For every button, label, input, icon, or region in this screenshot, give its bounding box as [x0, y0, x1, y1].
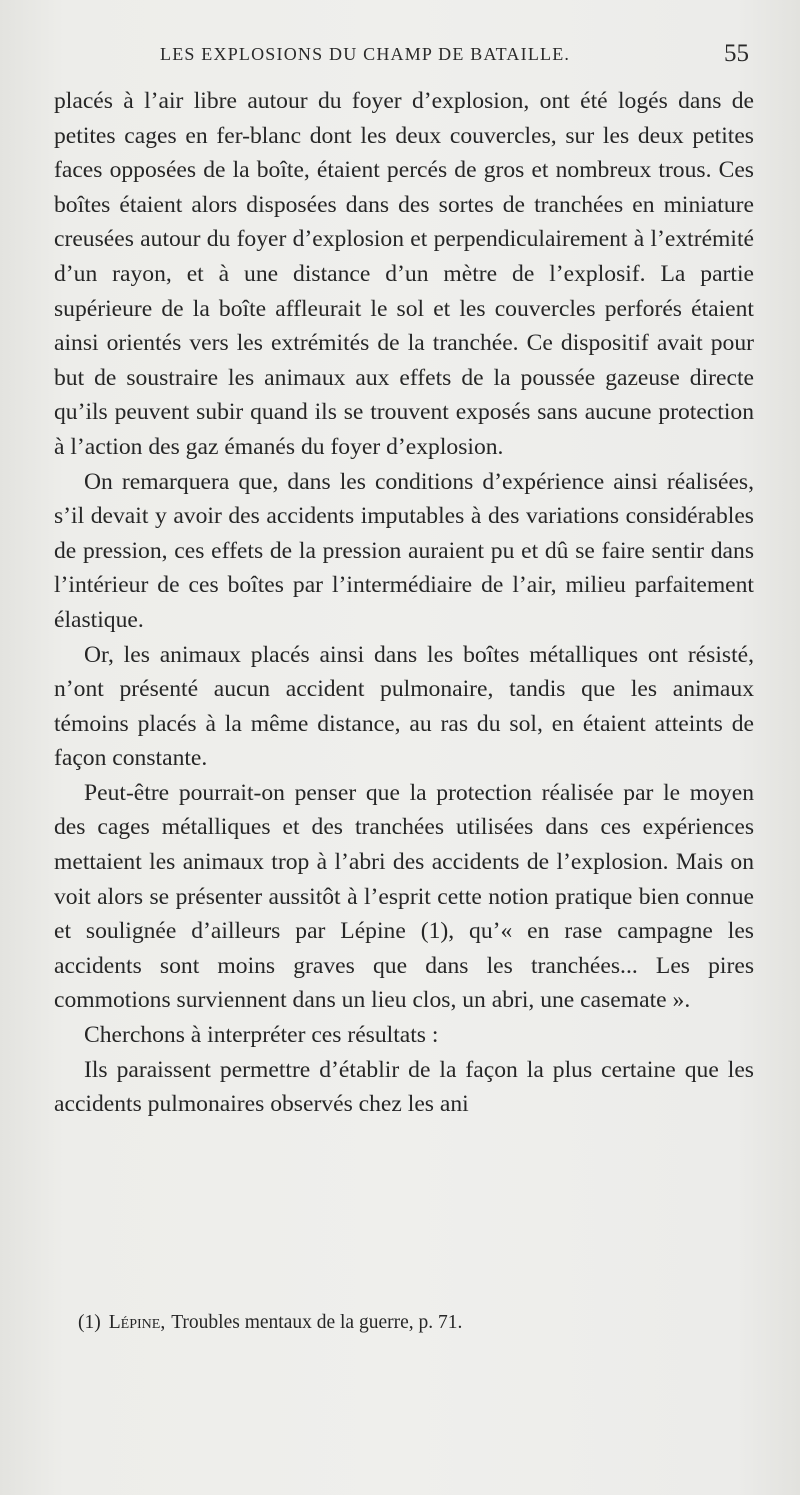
running-head — [0, 40, 800, 76]
body-text — [54, 84, 754, 1122]
paragraph-4: Peut-être pourrait-on penser que la protection réalisée par le moyen des cages métalliques et des tranchées utilisées dans ces expériences mettaient les animaux trop à l’abri des accidents de l’explosion. Mais on voit alors se présenter aussitôt à l’esprit cette notion pratique bien connue et soulignée d’ailleurs par Lépine (1), qu’« en rase campagne les accidents sont moins graves que dans les tranchées... Les pires commotions surviennent dans un lieu clos, un abri, une casemate ». — [54, 779, 754, 1014]
footnote-marker: (1) — [78, 1312, 101, 1333]
paragraph-3: Or, les animaux placés ainsi dans les boîtes métalliques ont résisté, n’ont présenté aucun accident pulmonaire, tandis que les animaux témoins placés à la même distance, au ras du sol, en étaient atteints de façon constante. — [54, 641, 754, 772]
running-title: LES EXPLOSIONS DU CHAMP DE BATAILLE. — [160, 44, 571, 64]
page-number: 55 — [724, 40, 749, 67]
paragraph-6: Ils paraissent permettre d’établir de la façon la plus certaine que les accidents pulmonaires observés chez les ani — [54, 1056, 754, 1118]
footnote — [78, 1310, 758, 1336]
paragraph-2: On remarquera que, dans les conditions d’expérience ainsi réalisées, s’il devait y avoir des accidents imputables à des variations considérables de pression, ces effets de la pression auraient pu et dû se faire sentir dans l’intérieur de ces boîtes par l’intermédiaire de l’air, milieu parfaitement élastique. — [54, 468, 754, 633]
footnote-text: Troubles mentaux de la guerre, p. 71. — [171, 1312, 463, 1333]
footnote-author: Lépine, — [108, 1312, 166, 1333]
paragraph-5: Cherchons à interpréter ces résultats : — [84, 1022, 439, 1049]
paragraph-1: placés à l’air libre autour du foyer d’explosion, ont été logés dans de petites cages en fer-blanc dont les deux couvercles, sur les deux petites faces opposées de la boîte, étaient percés de gros et nombreux trous. Ces boîtes étaient alors disposées dans des sortes de tranchées en miniature creusées autour du foyer d’explosion et perpendiculairement à l’extrémité d’un rayon, et à une distance d’un mètre de l’explosif. La partie supérieure de la boîte affleurait le sol et les couvercles perforés étaient ainsi orientés vers les extrémités de la tranchée. Ce dispositif avait pour but de soustraire les animaux aux effets de la poussée gazeuse directe qu’ils peuvent subir quand ils se trouvent exposés sans aucune protection à l’action des gaz émanés du foyer d’explosion. — [54, 88, 754, 460]
